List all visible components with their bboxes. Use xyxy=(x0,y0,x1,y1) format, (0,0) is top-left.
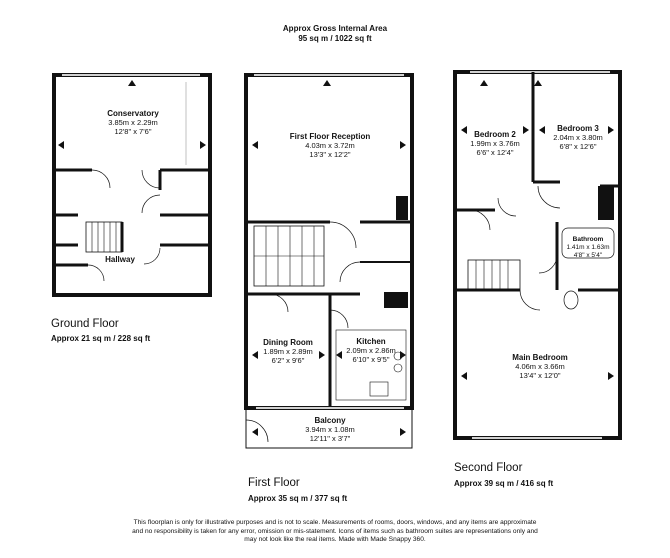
first-floor-area: Approx 35 sq m / 377 sq ft xyxy=(248,494,348,503)
first-floor-title: First Floor xyxy=(248,477,300,489)
gross-area-title: Approx Gross Internal Area xyxy=(282,24,388,33)
ground-floor-title: Ground Floor xyxy=(51,318,119,330)
room-bedroom-2: Bedroom 2 1.99m x 3.76m 6'6" x 12'4" xyxy=(470,130,520,157)
disclaimer-line-1: This floorplan is only for illustrative purposes and is not to scale. Measurements of rooms, doors, windows, and any items are approximate xyxy=(133,519,537,526)
room-bathroom: Bathroom 1.41m x 1.63m 4'8" x 5'4" xyxy=(566,236,610,259)
disclaimer-line-2: and no responsibility is taken for any error, omission or mis-statement. Icons of items such as bathroom suites are representations only and xyxy=(132,527,538,535)
second-floor-title: Second Floor xyxy=(454,462,523,474)
room-kitchen: Kitchen 2.09m x 2.86m 6'10" x 9'5" xyxy=(346,337,396,364)
room-hallway: Hallway xyxy=(105,255,135,264)
room-main-bedroom: Main Bedroom 4.06m x 3.66m 13'4" x 12'0" xyxy=(512,353,568,380)
room-balcony: Balcony 3.94m x 1.08m 12'11" x 3'7" xyxy=(305,416,355,443)
gross-area-value: 95 sq m / 1022 sq ft xyxy=(298,34,372,43)
room-conservatory: Conservatory 3.85m x 2.29m 12'8" x 7'6" xyxy=(107,109,159,136)
room-bedroom-3: Bedroom 3 2.04m x 3.80m 6'8" x 12'6" xyxy=(553,124,603,151)
first-floor-plan xyxy=(246,75,412,448)
disclaimer xyxy=(95,519,575,545)
ground-floor-area: Approx 21 sq m / 228 sq ft xyxy=(51,334,151,343)
room-dining-room: Dining Room 1.89m x 2.89m 6'2" x 9'6" xyxy=(263,338,313,365)
disclaimer-line-3: may not look like the real items. Made with Made Snappy 360. xyxy=(244,536,426,544)
room-first-floor-reception: First Floor Reception 4.03m x 3.72m 13'3" x 12'2" xyxy=(289,132,371,159)
second-floor-area: Approx 39 sq m / 416 sq ft xyxy=(454,479,554,488)
